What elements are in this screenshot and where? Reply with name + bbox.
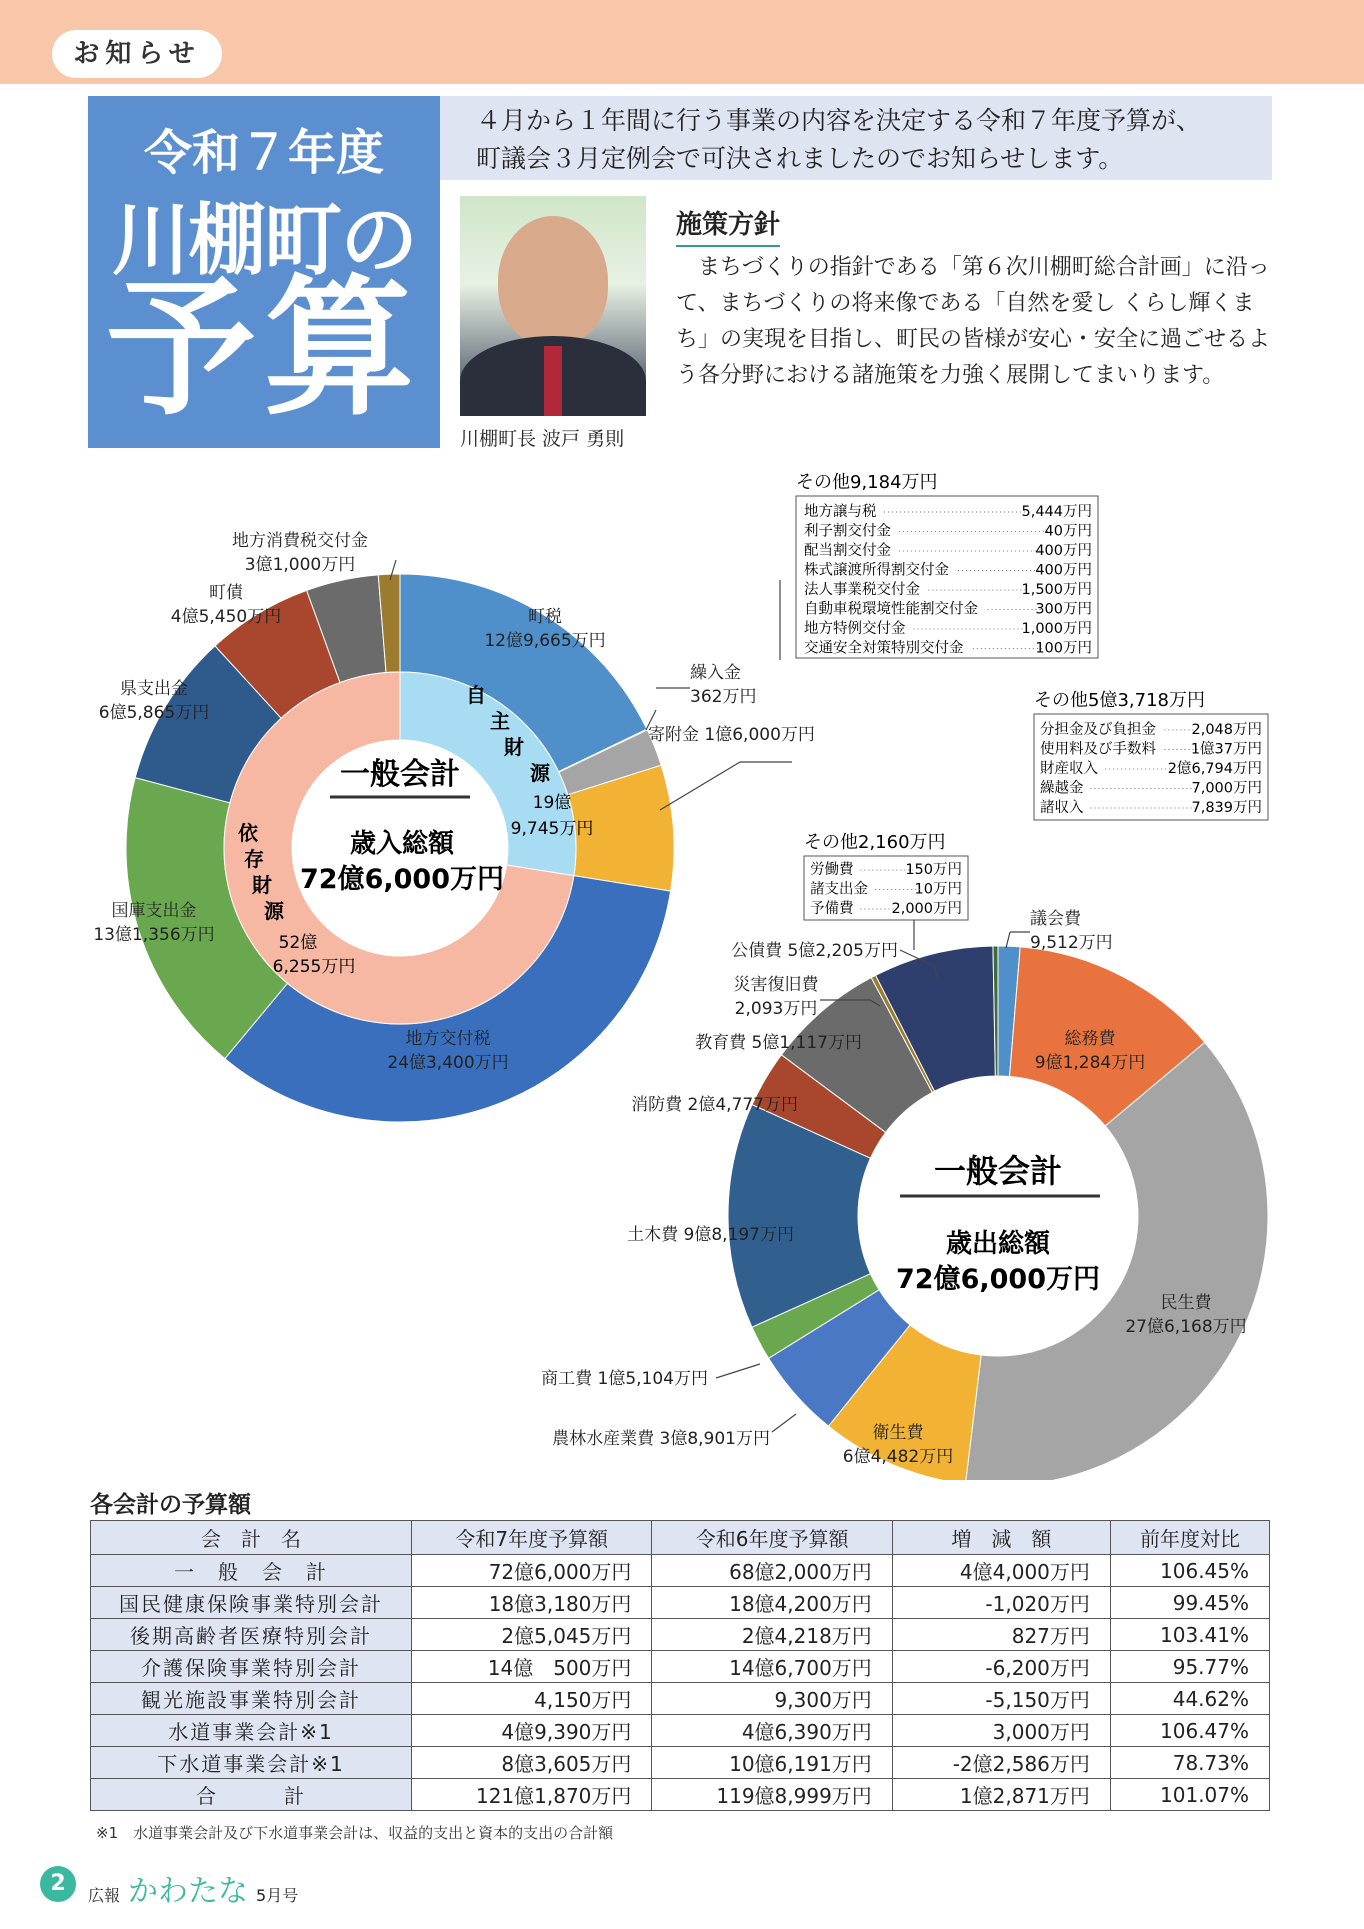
amount-cell: 1億2,871万円 <box>892 1779 1110 1811</box>
rev-label-7-value: 4億5,450万円 <box>170 607 282 627</box>
inner-dep-value-2: 6,255万円 <box>272 957 356 977</box>
inner-dep-label-char: 存 <box>244 847 264 871</box>
rev-label-8-name: 地方消費税交付金 <box>232 531 368 551</box>
amount-cell: 14億6,700万円 <box>652 1651 892 1683</box>
amount-cell: 4億9,390万円 <box>412 1715 652 1747</box>
col-ratio: 前年度対比 <box>1110 1521 1269 1555</box>
rev-label-0-name: 町税 <box>528 607 562 627</box>
policy-text: まちづくりの指針である「第６次川棚町総合計画」に沿って、まちづくりの将来像である「自然を愛し くらし輝くまち」の実現を目指し、町民の皆様が安心・安全に過ごせるよう各分野における諸施策を力強く展開してまいります。 <box>676 255 1271 388</box>
exp-label-0-value: 9,512万円 <box>1030 933 1113 953</box>
account-name-cell: 合 計 <box>91 1779 412 1811</box>
amount-cell: -1,020万円 <box>892 1587 1110 1619</box>
amount-cell: 4,150万円 <box>412 1683 652 1715</box>
exp-label-7: 消防費 2億4,777万円 <box>631 1095 798 1115</box>
footer-prefix: 広報 <box>88 1886 121 1905</box>
expenditure-center-sub1: 歳出総額 <box>945 1229 1051 1259</box>
inner-own-label-char: 財 <box>504 735 524 759</box>
table-row <box>91 1715 1270 1747</box>
exp-label-3-value: 6億4,482万円 <box>842 1447 954 1467</box>
rev-label-2: 寄附金 1億6,000万円 <box>648 725 815 745</box>
exp-label-10: 公債費 5億2,205万円 <box>731 941 898 961</box>
amount-cell: 3,000万円 <box>892 1715 1110 1747</box>
account-name-cell: 介護保険事業特別会計 <box>91 1651 412 1683</box>
exp-label-6: 土木費 9億8,197万円 <box>627 1225 794 1245</box>
table-row <box>91 1555 1270 1587</box>
amount-cell: 18億4,200万円 <box>652 1587 892 1619</box>
amount-cell: 72億6,000万円 <box>412 1555 652 1587</box>
other3-list-item-value: 2,000万円 <box>891 901 962 917</box>
col-diff: 増 減 額 <box>892 1521 1110 1555</box>
amount-cell: 2億4,218万円 <box>652 1619 892 1651</box>
exp-label-4: 農林水産業費 3億8,901万円 <box>552 1429 770 1449</box>
other1-list-item-value: 100万円 <box>1035 640 1092 657</box>
expenditure-chart-hole <box>858 1076 1138 1356</box>
exp-label-9-name: 災害復旧費 <box>733 975 819 995</box>
amount-cell: 827万円 <box>892 1619 1110 1651</box>
rev-label-5-value: 13億1,356万円 <box>93 925 215 945</box>
other1-list-item-name: 地方譲与税 <box>804 504 877 520</box>
amount-cell: 44.62% <box>1110 1683 1269 1715</box>
revenue-center-sub1: 歳入総額 <box>349 829 455 859</box>
other2-list-item-value: 2,048万円 <box>1191 722 1262 738</box>
revenue-center-title: 一般会計 <box>340 757 460 792</box>
inner-own-value-2: 9,745万円 <box>510 819 594 839</box>
other2-list-item-value: 7,000万円 <box>1191 780 1262 797</box>
photo-caption: 川棚町長 波戸 勇則 <box>460 428 625 450</box>
other2-list-item-name: 使用料及び手数料 <box>1040 741 1156 758</box>
table-row <box>91 1619 1270 1651</box>
col-account: 会 計 名 <box>91 1521 412 1555</box>
inner-dep-value-1: 52億 <box>278 933 318 953</box>
table-heading: 各会計の予算額 <box>90 1492 251 1518</box>
expenditure-center-title: 一般会計 <box>933 1152 1063 1190</box>
rev-label-6-value: 6億5,865万円 <box>98 703 210 723</box>
amount-cell: 99.45% <box>1110 1587 1269 1619</box>
rev-label-7-name: 町債 <box>209 583 243 603</box>
account-name-cell: 後期高齢者医療特別会計 <box>91 1619 412 1651</box>
other2-list-item-name: 諸収入 <box>1040 800 1084 816</box>
other2-list-item-name: 分担金及び負担金 <box>1040 722 1156 738</box>
title-year: 令和７年度 <box>143 125 384 181</box>
other3-list-item-value: 150万円 <box>905 862 962 878</box>
other1-list-item-value: 1,000万円 <box>1021 621 1092 637</box>
footer-issue: 5月号 <box>256 1886 299 1905</box>
amount-cell: 119億8,999万円 <box>652 1779 892 1811</box>
amount-cell: 106.47% <box>1110 1715 1269 1747</box>
amount-cell: 95.77% <box>1110 1651 1269 1683</box>
rev-label-1-name: 繰入金 <box>690 663 741 683</box>
footer <box>88 1866 298 1910</box>
exp-label-0-name: 議会費 <box>1030 909 1081 929</box>
amount-cell: 68億2,000万円 <box>652 1555 892 1587</box>
other1-list-item-value: 400万円 <box>1035 562 1092 579</box>
col-r7: 令和7年度予算額 <box>412 1521 652 1555</box>
other1-list-item-value: 1,500万円 <box>1021 582 1092 598</box>
amount-cell: 4億6,390万円 <box>652 1715 892 1747</box>
page-number: 2 <box>40 1866 76 1902</box>
amount-cell: 2億5,045万円 <box>412 1619 652 1651</box>
other1-list-item-name: 交通安全対策特別交付金 <box>804 640 964 657</box>
revenue-center-sub2: 72億6,000万円 <box>300 864 504 895</box>
exp-label-1-value: 9億1,284万円 <box>1034 1053 1146 1073</box>
leader-line-7 <box>1006 932 1010 948</box>
amount-cell: 9,300万円 <box>652 1683 892 1715</box>
amount-cell: 78.73% <box>1110 1747 1269 1779</box>
table-header-row <box>91 1521 1270 1555</box>
exp-label-1-name: 総務費 <box>1064 1029 1116 1049</box>
exp-label-3-name: 衛生費 <box>872 1423 924 1443</box>
footer-brand: かわたな <box>128 1874 249 1909</box>
account-name-cell: 国民健康保険事業特別会計 <box>91 1587 412 1619</box>
inner-own-label-char: 源 <box>530 761 550 785</box>
leader-line-3 <box>660 762 740 810</box>
amount-cell: 18億3,180万円 <box>412 1587 652 1619</box>
notice-tag: お知らせ <box>52 30 222 78</box>
other1-list-item-value: 5,444万円 <box>1021 504 1092 520</box>
other1-list-item-value: 400万円 <box>1035 543 1092 559</box>
other2-list-item-name: 繰越金 <box>1040 780 1084 797</box>
exp-label-8: 教育費 5億1,117万円 <box>695 1033 862 1053</box>
rev-label-0-value: 12億9,665万円 <box>484 631 606 651</box>
other2-list-item-value: 1億37万円 <box>1190 741 1262 758</box>
other3-list-item-name: 労働費 <box>810 862 854 878</box>
amount-cell: 10億6,191万円 <box>652 1747 892 1779</box>
amount-cell: 14億 500万円 <box>412 1651 652 1683</box>
amount-cell: -5,150万円 <box>892 1683 1110 1715</box>
table-row <box>91 1683 1270 1715</box>
table-row <box>91 1651 1270 1683</box>
amount-cell: 103.41% <box>1110 1619 1269 1651</box>
other1-list-item-name: 法人事業税交付金 <box>804 582 920 598</box>
account-name-cell: 一 般 会 計 <box>91 1555 412 1587</box>
exp-label-2-value: 27億6,168万円 <box>1125 1317 1247 1337</box>
rev-label-1-value: 362万円 <box>690 687 757 707</box>
other1-list-item-value: 40万円 <box>1044 523 1092 540</box>
amount-cell: -2億2,586万円 <box>892 1747 1110 1779</box>
other1-list-item-value: 300万円 <box>1035 601 1092 618</box>
inner-dep-label-char: 依 <box>238 821 258 845</box>
inner-dep-label-char: 源 <box>264 899 284 923</box>
expenditure-other-title: その他2,160万円 <box>804 832 946 853</box>
exp-label-9-value: 2,093万円 <box>734 999 818 1019</box>
revenue-other2-title: その他5億3,718万円 <box>1034 690 1205 711</box>
other2-list-item-value: 7,839万円 <box>1191 800 1262 816</box>
other1-list-item-name: 地方特例交付金 <box>804 621 906 637</box>
inner-own-label-char: 主 <box>490 709 510 733</box>
account-name-cell: 水道事業会計※1 <box>91 1715 412 1747</box>
table-row <box>91 1587 1270 1619</box>
rev-label-4-name: 地方交付税 <box>405 1029 491 1049</box>
rev-label-4-value: 24億3,400万円 <box>387 1053 509 1073</box>
other1-list-item-name: 自動車税環境性能割交付金 <box>804 601 978 618</box>
intro-line-2: 町議会３月定例会で可決されましたのでお知らせします。 <box>476 144 1124 173</box>
other3-list-item-name: 諸支出金 <box>810 881 868 898</box>
amount-cell: 8億3,605万円 <box>412 1747 652 1779</box>
exp-label-2-name: 民生費 <box>1160 1293 1212 1313</box>
col-r6: 令和6年度予算額 <box>652 1521 892 1555</box>
expenditure-center-sub2: 72億6,000万円 <box>896 1264 1100 1295</box>
amount-cell: -6,200万円 <box>892 1651 1110 1683</box>
intro-line-1: ４月から１年間に行う事業の内容を決定する令和７年度予算が、 <box>476 106 1202 135</box>
amount-cell: 4億4,000万円 <box>892 1555 1110 1587</box>
other2-list-item-name: 財産収入 <box>1040 761 1098 777</box>
table-row <box>91 1747 1270 1779</box>
other2-list-item-value: 2億6,794万円 <box>1167 761 1262 777</box>
amount-cell: 106.45% <box>1110 1555 1269 1587</box>
leader-line-13 <box>772 1414 796 1432</box>
inner-own-label-char: 自 <box>466 683 486 707</box>
amount-cell: 121億1,870万円 <box>412 1779 652 1811</box>
leader-line-12 <box>716 1364 760 1378</box>
exp-label-5: 商工費 1億5,104万円 <box>541 1369 708 1389</box>
table-row <box>91 1779 1270 1811</box>
account-name-cell: 観光施設事業特別会計 <box>91 1683 412 1715</box>
other1-list-item-name: 株式譲渡所得割交付金 <box>804 562 949 579</box>
budget-table <box>90 1520 1270 1811</box>
inner-own-value-1: 19億 <box>532 793 572 813</box>
title-budget: 予算 <box>105 262 422 436</box>
rev-label-8-value: 3億1,000万円 <box>244 555 356 575</box>
revenue-other1-title: その他9,184万円 <box>796 472 938 493</box>
other1-list-item-name: 配当割交付金 <box>804 543 891 559</box>
policy-heading: 施策方針 <box>676 204 780 247</box>
amount-cell: 101.07% <box>1110 1779 1269 1811</box>
rev-label-5-name: 国庫支出金 <box>111 901 197 921</box>
account-name-cell: 下水道事業会計※1 <box>91 1747 412 1779</box>
other3-list-item-name: 予備費 <box>810 901 854 917</box>
table-note: ※1 水道事業会計及び下水道事業会計は、収益的支出と資本的支出の合計額 <box>96 1824 614 1842</box>
title-town: 川棚町の <box>111 196 416 286</box>
rev-label-6-name: 県支出金 <box>120 679 188 699</box>
other3-list-item-value: 10万円 <box>914 881 962 898</box>
inner-dep-label-char: 財 <box>252 873 272 897</box>
other1-list-item-name: 利子割交付金 <box>804 523 891 540</box>
